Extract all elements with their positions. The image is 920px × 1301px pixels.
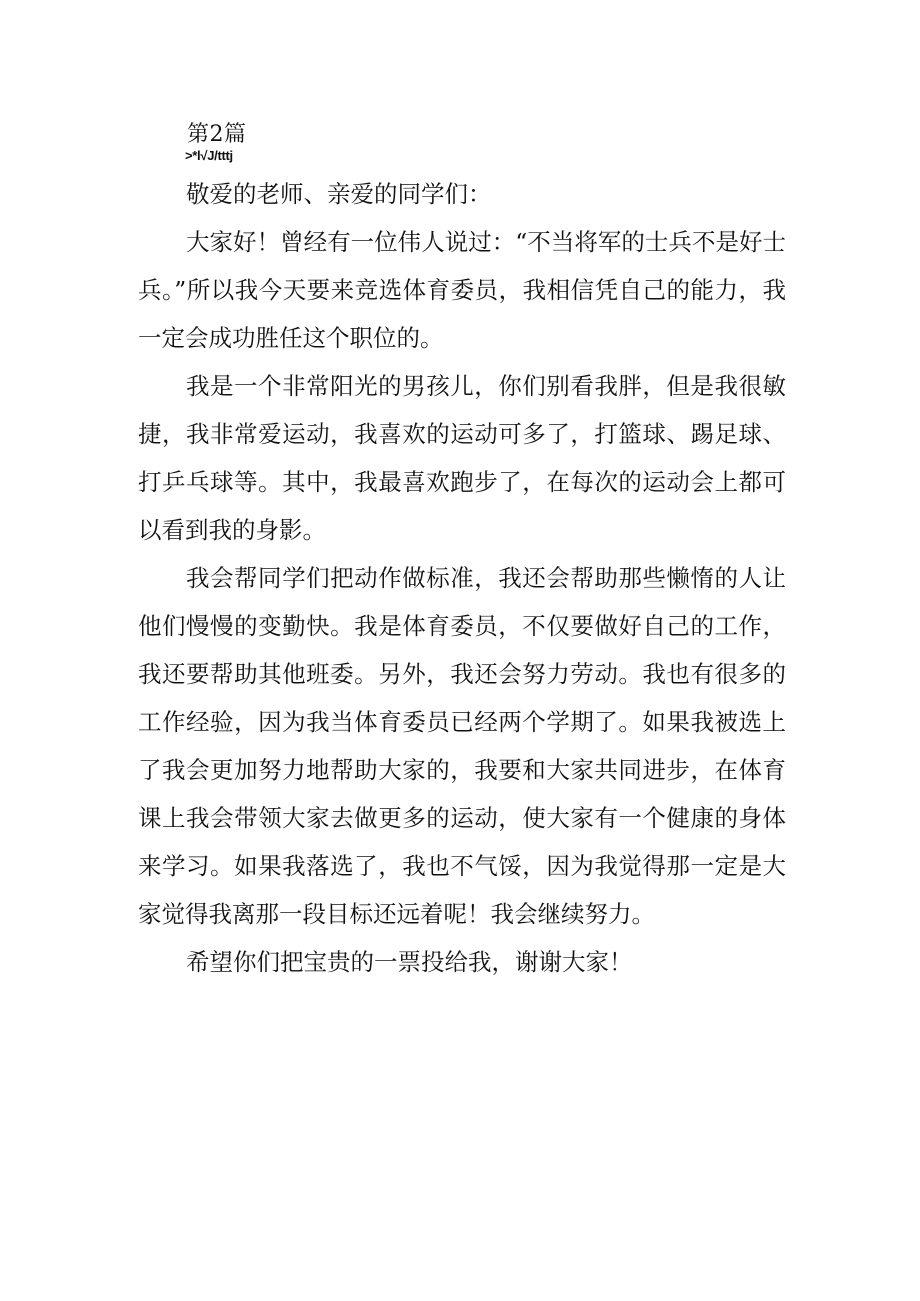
section-heading: 第2篇 [187, 122, 247, 147]
garbled-ocr-line: >*l√J/tttj [185, 148, 233, 163]
salutation: 敬爱的老师、亲爱的同学们： [186, 180, 492, 208]
closing-paragraph: 希望你们把宝贵的一票投给我，谢谢大家！ [186, 948, 633, 976]
paragraph-3: 我会帮同学们把动作做标准，我还会帮助那些懒惰的人让他们慢慢的变勤快。我是体育委员，不仅要做好自己的工作，我还要帮助其他班委。另外，我还会努力劳动。我也有很多的工作经验，因为我当体育委员已经两个学期了。如果我被选上了我会更加努力地帮助大家的，我要和大家共同进步，在体育课上我会带领大家去做更多的运动，使大家有一个健康的身体来学习。如果我落选了，我也不气馁，因为我觉得那一定是大家觉得我离那一段目标还远着呢！我会继续努力。 [138, 564, 786, 928]
paragraph-1: 大家好！曾经有一位伟人说过：“不当将军的士兵不是好士兵。”所以我今天要来竞选体育委员，我相信凭自己的能力，我一定会成功胜任这个职位的。 [138, 228, 786, 352]
paragraph-2: 我是一个非常阳光的男孩儿，你们别看我胖，但是我很敏捷，我非常爱运动，我喜欢的运动可多了，打篮球、踢足球、打乒乓球等。其中，我最喜欢跑步了，在每次的运动会上都可以看到我的身影。 [138, 372, 786, 544]
speech-body [138, 170, 786, 986]
